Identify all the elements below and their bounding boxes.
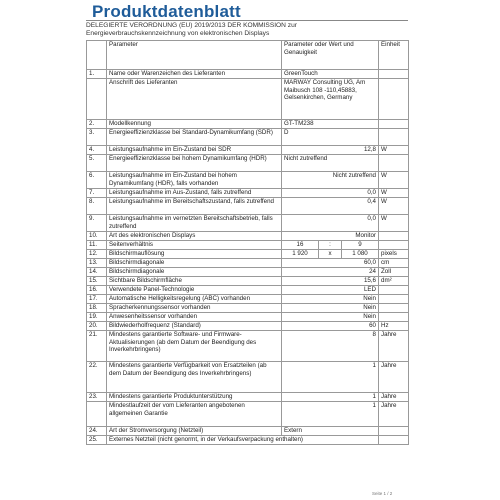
aspect-width: 16	[296, 241, 304, 248]
row-unit: pixels	[379, 250, 409, 259]
row-value: 0,4	[282, 198, 379, 215]
row-unit: Jahre	[379, 331, 409, 362]
row-value: GreenTouch	[282, 70, 379, 79]
table-row	[87, 250, 409, 259]
resolution-separator: x	[318, 250, 342, 258]
row-number: 7.	[87, 189, 107, 198]
row-value: 60,0	[282, 259, 379, 268]
row-parameter: Externes Netzteil (nicht genormt, in der Verkaufsverpackung enthalten)	[107, 436, 379, 445]
row-parameter: Spracherkennungssensor vorhanden	[107, 304, 282, 313]
row-number: 19.	[87, 313, 107, 322]
row-parameter: Seitenverhältnis	[107, 241, 282, 250]
header-unit: Einheit	[379, 41, 409, 70]
row-number: 20.	[87, 322, 107, 331]
row-value	[282, 250, 379, 259]
row-unit: W	[379, 146, 409, 155]
row-parameter: Leistungsaufnahme im vernetzten Bereitschaftsbetrieb, falls zutreffend	[107, 215, 282, 232]
row-value: MARWAY Consulting UG, Am Maibusch 108 -110,45883, Gelsenkirchen, Germany	[282, 79, 379, 120]
row-value: 60	[282, 322, 379, 331]
row-unit: Jahre	[379, 393, 409, 402]
row-unit	[379, 129, 409, 146]
row-parameter: Bildschirmdiagonale	[107, 268, 282, 277]
row-unit: W	[379, 189, 409, 198]
row-value: Nein	[282, 295, 379, 304]
table-row	[87, 215, 409, 232]
table-row	[87, 241, 409, 250]
aspect-separator: :	[318, 241, 342, 249]
row-value: 0,0	[282, 189, 379, 198]
row-unit	[379, 232, 409, 241]
table-row	[87, 70, 409, 79]
row-unit	[379, 436, 409, 445]
row-unit: Jahre	[379, 362, 409, 393]
row-value: Monitor	[282, 232, 379, 241]
row-value: LED	[282, 286, 379, 295]
row-number: 22.	[87, 362, 107, 393]
row-unit: W	[379, 198, 409, 215]
row-unit: dm²	[379, 277, 409, 286]
table-row	[87, 322, 409, 331]
table-row	[87, 331, 409, 362]
row-parameter: Sichtbare Bildschirmfläche	[107, 277, 282, 286]
row-parameter: Bildschirmauflösung	[107, 250, 282, 259]
table-row	[87, 79, 409, 120]
table-header-row	[87, 41, 409, 70]
row-number: 18.	[87, 304, 107, 313]
row-value: GT-TM238	[282, 120, 379, 129]
row-number: 13.	[87, 259, 107, 268]
row-value: 15,6	[282, 277, 379, 286]
row-unit	[379, 295, 409, 304]
row-value: Nein	[282, 304, 379, 313]
row-number: 21.	[87, 331, 107, 362]
table-row	[87, 129, 409, 146]
row-number: 16.	[87, 286, 107, 295]
table-row	[87, 155, 409, 172]
row-number: 1.	[87, 70, 107, 79]
row-value: Nein	[282, 313, 379, 322]
resolution-height: 1 080	[352, 250, 368, 257]
resolution-width: 1 920	[292, 250, 308, 257]
row-parameter: Energieeffizienzklasse bei hohem Dynamikumfang (HDR)	[107, 155, 282, 172]
regulation-line-2: Energieverbrauchskennzeichnung von elektronischen Displays	[86, 30, 270, 37]
table-row	[87, 259, 409, 268]
row-number: 17.	[87, 295, 107, 304]
table-row	[87, 277, 409, 286]
row-parameter: Anschrift des Lieferanten	[107, 79, 282, 120]
row-unit	[379, 79, 409, 120]
row-number: 5.	[87, 155, 107, 172]
row-unit: W	[379, 215, 409, 232]
row-number	[87, 79, 107, 120]
row-number: 11.	[87, 241, 107, 250]
table-row	[87, 402, 409, 427]
table-row	[87, 427, 409, 436]
row-value: Extern	[282, 427, 379, 436]
row-number: 8.	[87, 198, 107, 215]
row-number: 25.	[87, 436, 107, 445]
table-row	[87, 304, 409, 313]
row-number: 15.	[87, 277, 107, 286]
row-value: 24	[282, 268, 379, 277]
row-parameter: Art des elektronischen Displays	[107, 232, 282, 241]
row-number: 12.	[87, 250, 107, 259]
row-unit: Zoll	[379, 268, 409, 277]
row-parameter: Mindestlaufzeit der vom Lieferanten angebotenen allgemeinen Garantie	[107, 402, 282, 427]
row-parameter: Bildwiederholfrequenz (Standard)	[107, 322, 282, 331]
row-parameter: Energieeffizienzklasse bei Standard-Dynamikumfang (SDR)	[107, 129, 282, 146]
row-parameter: Anwesenheitssensor vorhanden	[107, 313, 282, 322]
row-parameter: Leistungsaufnahme im Ein-Zustand bei hohem Dynamikumfang (HDR), falls vorhanden	[107, 172, 282, 189]
table-row	[87, 198, 409, 215]
table-row	[87, 313, 409, 322]
row-value: D	[282, 129, 379, 146]
row-value: 1	[282, 362, 379, 393]
row-value	[282, 241, 379, 250]
aspect-height: 9	[358, 241, 362, 248]
row-parameter: Art der Stromversorgung (Netzteil)	[107, 427, 282, 436]
regulation-line-1: DELEGIERTE VERORDNUNG (EU) 2019/2013 DER KOMMISSION zur	[86, 22, 297, 29]
row-value: 8	[282, 331, 379, 362]
header-num	[87, 41, 107, 70]
table-row	[87, 295, 409, 304]
row-number: 24.	[87, 427, 107, 436]
row-parameter: Mindestens garantierte Software- und Firmware-Aktualisierungen (ab dem Datum der Beendigung des Inverkehrbringens)	[107, 331, 282, 362]
row-number: 3.	[87, 129, 107, 146]
row-parameter: Leistungsaufnahme im Ein-Zustand bei SDR	[107, 146, 282, 155]
table-row	[87, 172, 409, 189]
row-parameter: Bildschirmdiagonale	[107, 259, 282, 268]
page-number: Seite 1 / 2	[372, 491, 393, 496]
row-parameter: Leistungsaufnahme im Aus-Zustand, falls zutreffend	[107, 189, 282, 198]
row-number: 9.	[87, 215, 107, 232]
table-row	[87, 189, 409, 198]
row-unit	[379, 70, 409, 79]
row-value: 12,8	[282, 146, 379, 155]
row-parameter: Name oder Warenzeichen des Lieferanten	[107, 70, 282, 79]
table-row	[87, 393, 409, 402]
row-unit	[379, 286, 409, 295]
row-unit	[379, 313, 409, 322]
header-value: Parameter oder Wert und Genauigkeit	[282, 41, 379, 70]
header-parameter: Parameter	[107, 41, 282, 70]
row-number: 6.	[87, 172, 107, 189]
row-parameter: Mindestens garantierte Produktunterstützung	[107, 393, 282, 402]
row-parameter: Leistungsaufnahme im Bereitschaftszustand, falls zutreffend	[107, 198, 282, 215]
table-row	[87, 286, 409, 295]
datasheet-table	[86, 40, 409, 445]
row-parameter: Automatische Helligkeitsregelung (ABC) vorhanden	[107, 295, 282, 304]
row-unit: cm	[379, 259, 409, 268]
row-parameter: Mindestens garantierte Verfügbarkeit von Ersatzteilen (ab dem Datum der Beendigung des Inverkehrbringens)	[107, 362, 282, 393]
row-parameter: Modellkennung	[107, 120, 282, 129]
row-unit	[379, 120, 409, 129]
row-unit: W	[379, 172, 409, 189]
row-unit: Jahre	[379, 402, 409, 427]
row-parameter: Verwendete Panel-Technologie	[107, 286, 282, 295]
table-row	[87, 232, 409, 241]
table-row	[87, 436, 409, 445]
row-value: 1	[282, 402, 379, 427]
row-value: 0,0	[282, 215, 379, 232]
table-row	[87, 146, 409, 155]
row-number: 14.	[87, 268, 107, 277]
row-unit	[379, 427, 409, 436]
row-value: Nicht zutreffend	[282, 155, 379, 172]
page-title: Produktdatenblatt	[92, 2, 241, 21]
row-unit: Hz	[379, 322, 409, 331]
row-unit	[379, 241, 409, 250]
table-row	[87, 268, 409, 277]
row-value: Nicht zutreffend	[282, 172, 379, 189]
table-row	[87, 120, 409, 129]
table-row	[87, 362, 409, 393]
row-number: 2.	[87, 120, 107, 129]
row-unit	[379, 155, 409, 172]
row-number	[87, 402, 107, 427]
row-unit	[379, 304, 409, 313]
row-value: 1	[282, 393, 379, 402]
row-number: 23.	[87, 393, 107, 402]
row-number: 4.	[87, 146, 107, 155]
row-number: 10.	[87, 232, 107, 241]
